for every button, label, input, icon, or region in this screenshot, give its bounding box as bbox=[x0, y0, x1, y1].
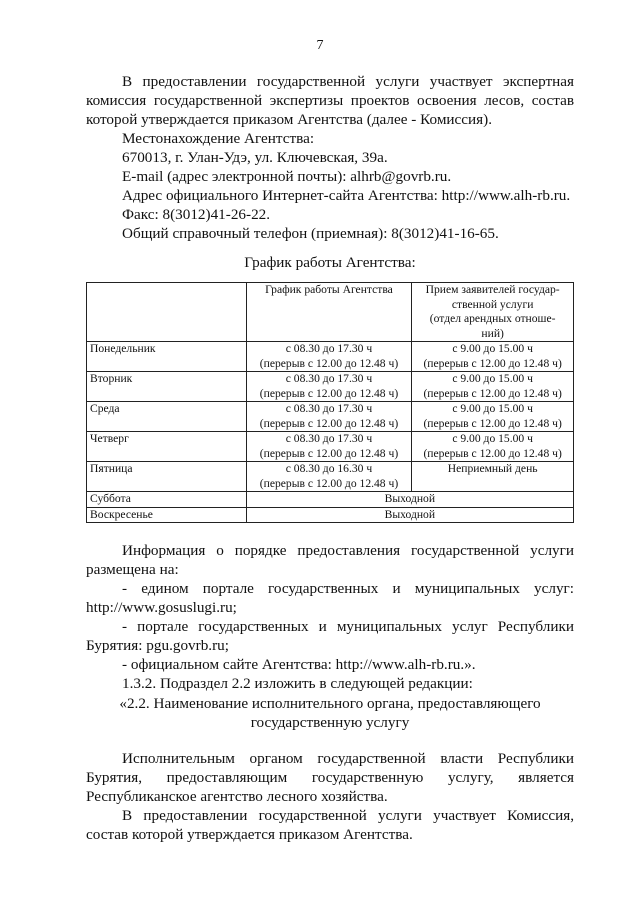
table-row bbox=[87, 342, 574, 372]
closing-block bbox=[86, 749, 574, 844]
break-line: (перерыв с 12.00 до 12.48 ч) bbox=[259, 386, 399, 400]
day-cell: Вторник bbox=[87, 372, 247, 402]
hours-line: с 08.30 до 17.30 ч bbox=[285, 402, 373, 415]
break-line: (перерыв с 12.00 до 12.48 ч) bbox=[259, 356, 399, 370]
closing-line: состав которой утверждается приказом Агентства. bbox=[86, 826, 413, 843]
hours-line: с 9.00 до 15.00 ч bbox=[452, 372, 533, 385]
hours-line: с 08.30 до 16.30 ч bbox=[285, 462, 373, 475]
page-number: 7 bbox=[316, 38, 324, 53]
section-heading-line: государственную услугу bbox=[250, 714, 410, 731]
closing-line: В предоставлении государственной услуги участвует Комиссия, bbox=[122, 807, 574, 824]
break-line: (перерыв с 12.00 до 12.48 ч) bbox=[423, 446, 562, 460]
header-empty-cell bbox=[87, 283, 247, 342]
reception-hours-cell bbox=[412, 342, 574, 372]
intro-block bbox=[86, 72, 574, 243]
break-line: (перерыв с 12.00 до 12.48 ч) bbox=[423, 356, 562, 370]
header-agency-cell: График работы Агентства bbox=[246, 283, 412, 342]
hours-line: с 9.00 до 15.00 ч bbox=[452, 432, 533, 445]
table-row bbox=[87, 402, 574, 432]
info-line: http://www.gosuslugi.ru; bbox=[86, 599, 237, 616]
header-reception-line: ний) bbox=[481, 326, 504, 340]
info-line: - портале государственных и муниципальных услуг Республики bbox=[122, 618, 574, 635]
day-cell: Среда bbox=[87, 402, 247, 432]
agency-hours-cell bbox=[246, 342, 412, 372]
agency-hours-cell bbox=[246, 432, 412, 462]
email-line: E-mail (адрес электронной почты): alhrb@govrb.ru. bbox=[122, 168, 452, 185]
agency-hours-cell bbox=[246, 402, 412, 432]
intro-line: которой утверждается приказом Агентства (далее - Комиссия). bbox=[86, 111, 493, 128]
header-reception-cell bbox=[412, 283, 574, 342]
break-line: (перерыв с 12.00 до 12.48 ч) bbox=[259, 416, 399, 430]
intro-line: В предоставлении государственной услуги участвует экспертная bbox=[122, 73, 574, 90]
phone-line: Общий справочный телефон (приемная): 8(3012)41-16-65. bbox=[122, 225, 499, 242]
hours-line: с 08.30 до 17.30 ч bbox=[285, 342, 373, 355]
info-line: - едином портале государственных и муниципальных услуг: bbox=[122, 580, 574, 597]
reception-hours-cell bbox=[412, 402, 574, 432]
table-row bbox=[87, 507, 574, 523]
day-cell: Пятница bbox=[87, 462, 247, 492]
non-reception-day: Неприемный день bbox=[447, 462, 538, 475]
reception-hours-cell bbox=[412, 372, 574, 402]
agency-hours-cell bbox=[246, 462, 412, 492]
hours-line: с 9.00 до 15.00 ч bbox=[452, 402, 533, 415]
reception-hours-cell bbox=[412, 462, 574, 492]
day-cell: Воскресенье bbox=[87, 507, 247, 523]
break-line: (перерыв с 12.00 до 12.48 ч) bbox=[423, 386, 562, 400]
location-label: Местонахождение Агентства: bbox=[122, 130, 315, 147]
info-line: Бурятия: pgu.govrb.ru; bbox=[86, 637, 229, 654]
website-line: Адрес официального Интернет-сайта Агентства: http://www.alh-rb.ru. bbox=[122, 187, 571, 204]
header-reception-line: ственной услуги bbox=[451, 297, 534, 311]
table-row bbox=[87, 492, 574, 508]
table-row bbox=[87, 432, 574, 462]
closing-line: Республиканское агентство лесного хозяйства. bbox=[86, 788, 388, 805]
hours-line: с 08.30 до 17.30 ч bbox=[285, 432, 373, 445]
schedule-table bbox=[86, 282, 574, 523]
agency-hours-cell bbox=[246, 372, 412, 402]
reception-hours-cell bbox=[412, 432, 574, 462]
table-row bbox=[87, 372, 574, 402]
intro-line: комиссия государственной экспертизы проектов освоения лесов, состав bbox=[86, 92, 574, 109]
address-line: 670013, г. Улан-Удэ, ул. Ключевская, 39а. bbox=[122, 149, 388, 166]
day-cell: Понедельник bbox=[87, 342, 247, 372]
info-line: Информация о порядке предоставления государственной услуги bbox=[122, 542, 574, 559]
table-row bbox=[87, 462, 574, 492]
closing-line: Бурятия, предоставляющим государственную услугу, является bbox=[86, 769, 574, 786]
break-line: (перерыв с 12.00 до 12.48 ч) bbox=[423, 416, 562, 430]
info-line: - официальном сайте Агентства: http://www.alh-rb.ru.». bbox=[122, 656, 476, 673]
fax-line: Факс: 8(3012)41-26-22. bbox=[122, 206, 271, 223]
day-cell: Четверг bbox=[87, 432, 247, 462]
day-cell: Суббота bbox=[87, 492, 247, 508]
day-off-cell: Выходной bbox=[246, 492, 573, 508]
header-reception-line: Прием заявителей государ- bbox=[425, 283, 560, 296]
info-line: 1.3.2. Подраздел 2.2 изложить в следующей редакции: bbox=[122, 675, 473, 692]
break-line: (перерыв с 12.00 до 12.48 ч) bbox=[259, 476, 399, 490]
schedule-title: График работы Агентства: bbox=[244, 254, 416, 271]
info-line: размещена на: bbox=[86, 561, 179, 578]
info-block bbox=[86, 541, 574, 693]
section-heading-line: «2.2. Наименование исполнительного органа, предоставляющего bbox=[119, 695, 541, 712]
section-heading bbox=[86, 694, 574, 732]
hours-line: с 08.30 до 17.30 ч bbox=[285, 372, 373, 385]
day-off-cell: Выходной bbox=[246, 507, 573, 523]
table-header-row bbox=[87, 283, 574, 342]
header-reception-line: (отдел арендных отноше- bbox=[429, 312, 556, 325]
break-line: (перерыв с 12.00 до 12.48 ч) bbox=[259, 446, 399, 460]
hours-line: с 9.00 до 15.00 ч bbox=[452, 342, 533, 355]
closing-line: Исполнительным органом государственной власти Республики bbox=[122, 750, 574, 767]
